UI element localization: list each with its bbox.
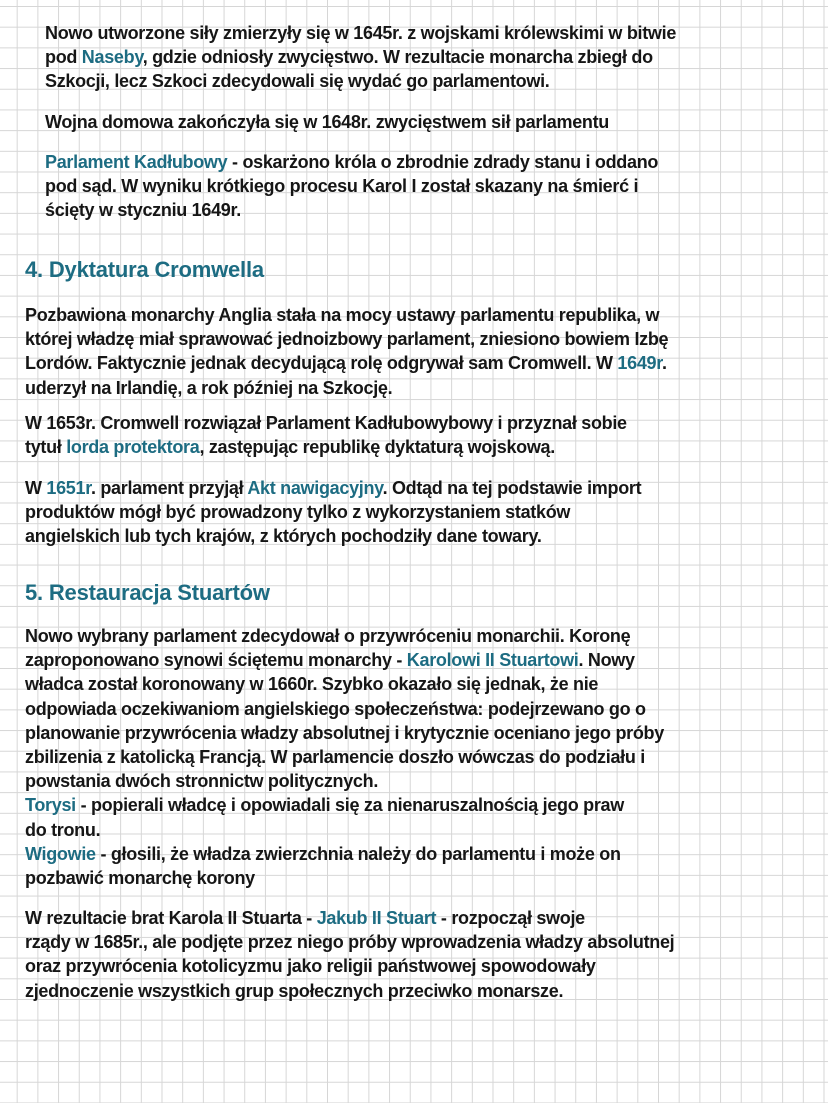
highlighted-term: 1651r: [46, 478, 91, 498]
text-segment: uderzył na Irlandię, a rok później na Szkocję.: [25, 377, 393, 398]
text-segment: planowanie przywrócenia władzy absolutnej i krytycznie oceniano jego próby: [25, 722, 664, 743]
text-line: [25, 672, 664, 696]
text-segment: powstania dwóch stronnictw politycznych.: [25, 771, 379, 792]
text-line: [25, 624, 664, 648]
text-segment: angielskich lub tych krajów, z których pochodziły dane towary.: [25, 526, 542, 547]
p-navigation: [25, 476, 641, 549]
text-segment: władca został koronowany w 1660r. Szybko okazało się jednak, że nie: [25, 674, 599, 695]
text-segment: Szkocji, lecz Szkoci zdecydowali się wydać go parlamentowi.: [45, 71, 550, 92]
heading-5: 5. Restauracja Stuartów: [25, 580, 270, 605]
p-rump: [45, 150, 658, 223]
text-line: [25, 979, 674, 1003]
text-line: [25, 769, 664, 793]
text-segment: zjednoczenie wszystkich grup społecznych przeciwko monarsze.: [25, 980, 564, 1001]
text-segment: , zastępując republikę dyktaturą wojskową.: [199, 437, 555, 458]
text-segment: zbilizenia z katolicką Francją. W parlamencie doszło wówczas do podziału i: [25, 747, 645, 768]
text-segment: odpowiada oczekiwaniom angielskiego społeczeństwa: podejrzewano go o: [25, 698, 646, 719]
text-segment: tytuł: [25, 437, 67, 458]
text-line: [45, 198, 658, 222]
text-line: [25, 411, 627, 435]
highlighted-term: lorda protektora: [66, 437, 200, 458]
text-segment: pod: [45, 47, 82, 68]
text-segment: - rozpoczął swoje: [436, 908, 585, 928]
text-line: [25, 376, 668, 400]
p-republic: [25, 303, 668, 400]
text-line: [25, 866, 664, 890]
text-segment: - popierali władcę i opowiadali się za nienaruszalnością jego praw: [75, 795, 624, 816]
p-naseby: [45, 21, 676, 94]
text-segment: W 1653r. Cromwell rozwiązał Parlament Kadłubowybowy i przyznał sobie: [25, 413, 627, 433]
text-segment: W rezultacie brat Karola II Stuarta -: [25, 908, 317, 928]
text-line: [45, 21, 676, 45]
highlighted-term: Parlament Kadłubowy: [45, 152, 228, 172]
text-segment: do tronu.: [25, 819, 101, 840]
text-line: [25, 818, 664, 842]
text-line: [25, 721, 664, 745]
text-line: [45, 110, 609, 134]
text-segment: Lordów. Faktycznie jednak decydującą rolę odgrywał sam Cromwell. W: [25, 353, 618, 374]
text-line: [25, 930, 674, 954]
text-line: [45, 174, 658, 198]
text-segment: .: [661, 353, 667, 374]
text-line: [45, 69, 676, 93]
text-line: [25, 648, 664, 672]
highlighted-term: Torysi: [25, 795, 76, 816]
text-segment: W: [25, 478, 47, 498]
highlighted-term: Akt nawigacyjny: [247, 478, 383, 498]
text-segment: ścięty w styczniu 1649r.: [45, 200, 241, 221]
text-segment: zaproponowano synowi ściętemu monarchy -: [25, 650, 407, 671]
highlighted-term: Wigowie: [25, 843, 96, 864]
text-line: [25, 793, 664, 817]
text-line: [25, 327, 668, 351]
text-line: [25, 500, 641, 524]
text-segment: Wojna domowa zakończyła się w 1648r. zwycięstwem sił parlamentu: [45, 112, 609, 132]
text-line: [25, 745, 664, 769]
text-segment: . Nowy: [578, 650, 635, 671]
text-segment: pozbawić monarchę korony: [25, 868, 255, 889]
text-segment: pod sąd. W wyniku krótkiego procesu Karol I został skazany na śmierć i: [45, 176, 639, 197]
text-segment: oraz przywrócenia kotolicyzmu jako religii państwowej spowodowały: [25, 956, 596, 977]
text-line: [25, 351, 668, 375]
text-line: [25, 524, 641, 548]
highlighted-term: Jakub II Stuart: [316, 908, 437, 928]
p-protector: [25, 411, 627, 459]
p-james: [25, 906, 674, 1003]
text-segment: . parlament przyjął: [90, 478, 248, 498]
text-segment: Pozbawiona monarchy Anglia stała na mocy ustawy parlamentu republika, w: [25, 305, 660, 325]
text-segment: Nowo wybrany parlament zdecydował o przywróceniu monarchii. Koronę: [25, 626, 631, 646]
text-line: [25, 435, 627, 459]
p-restoration: [25, 624, 664, 890]
text-segment: - oskarżono króla o zbrodnie zdrady stanu i oddano: [227, 152, 659, 172]
p-end-war: [45, 110, 609, 134]
text-segment: rządy w 1685r., ale podjęte przez niego próby wprowadzenia władzy absolutnej: [25, 932, 675, 953]
text-line: [25, 697, 664, 721]
text-line: [25, 906, 674, 930]
text-segment: - głosili, że władza zwierzchnia należy do parlamentu i może on: [95, 843, 621, 864]
text-segment: produktów mógł być prowadzony tylko z wykorzystaniem statków: [25, 502, 571, 523]
text-segment: Nowo utworzone siły zmierzyły się w 1645r. z wojskami królewskimi w bitwie: [45, 23, 677, 43]
highlighted-term: Karolowi II Stuartowi: [406, 650, 579, 671]
text-line: [45, 150, 658, 174]
text-segment: której władzę miał sprawować jednoizbowy parlament, zniesiono bowiem Izbę: [25, 329, 669, 350]
highlighted-term: 1649r: [617, 353, 662, 374]
text-line: [25, 842, 664, 866]
text-segment: . Odtąd na tej podstawie import: [382, 478, 642, 498]
text-segment: , gdzie odniosły zwycięstwo. W rezultacie monarcha zbiegł do: [142, 47, 653, 68]
text-line: [25, 954, 674, 978]
text-line: [25, 476, 641, 500]
heading-4: 4. Dyktatura Cromwella: [25, 257, 264, 282]
highlighted-term: Naseby: [81, 47, 143, 68]
text-line: [25, 303, 668, 327]
text-line: [45, 45, 676, 69]
